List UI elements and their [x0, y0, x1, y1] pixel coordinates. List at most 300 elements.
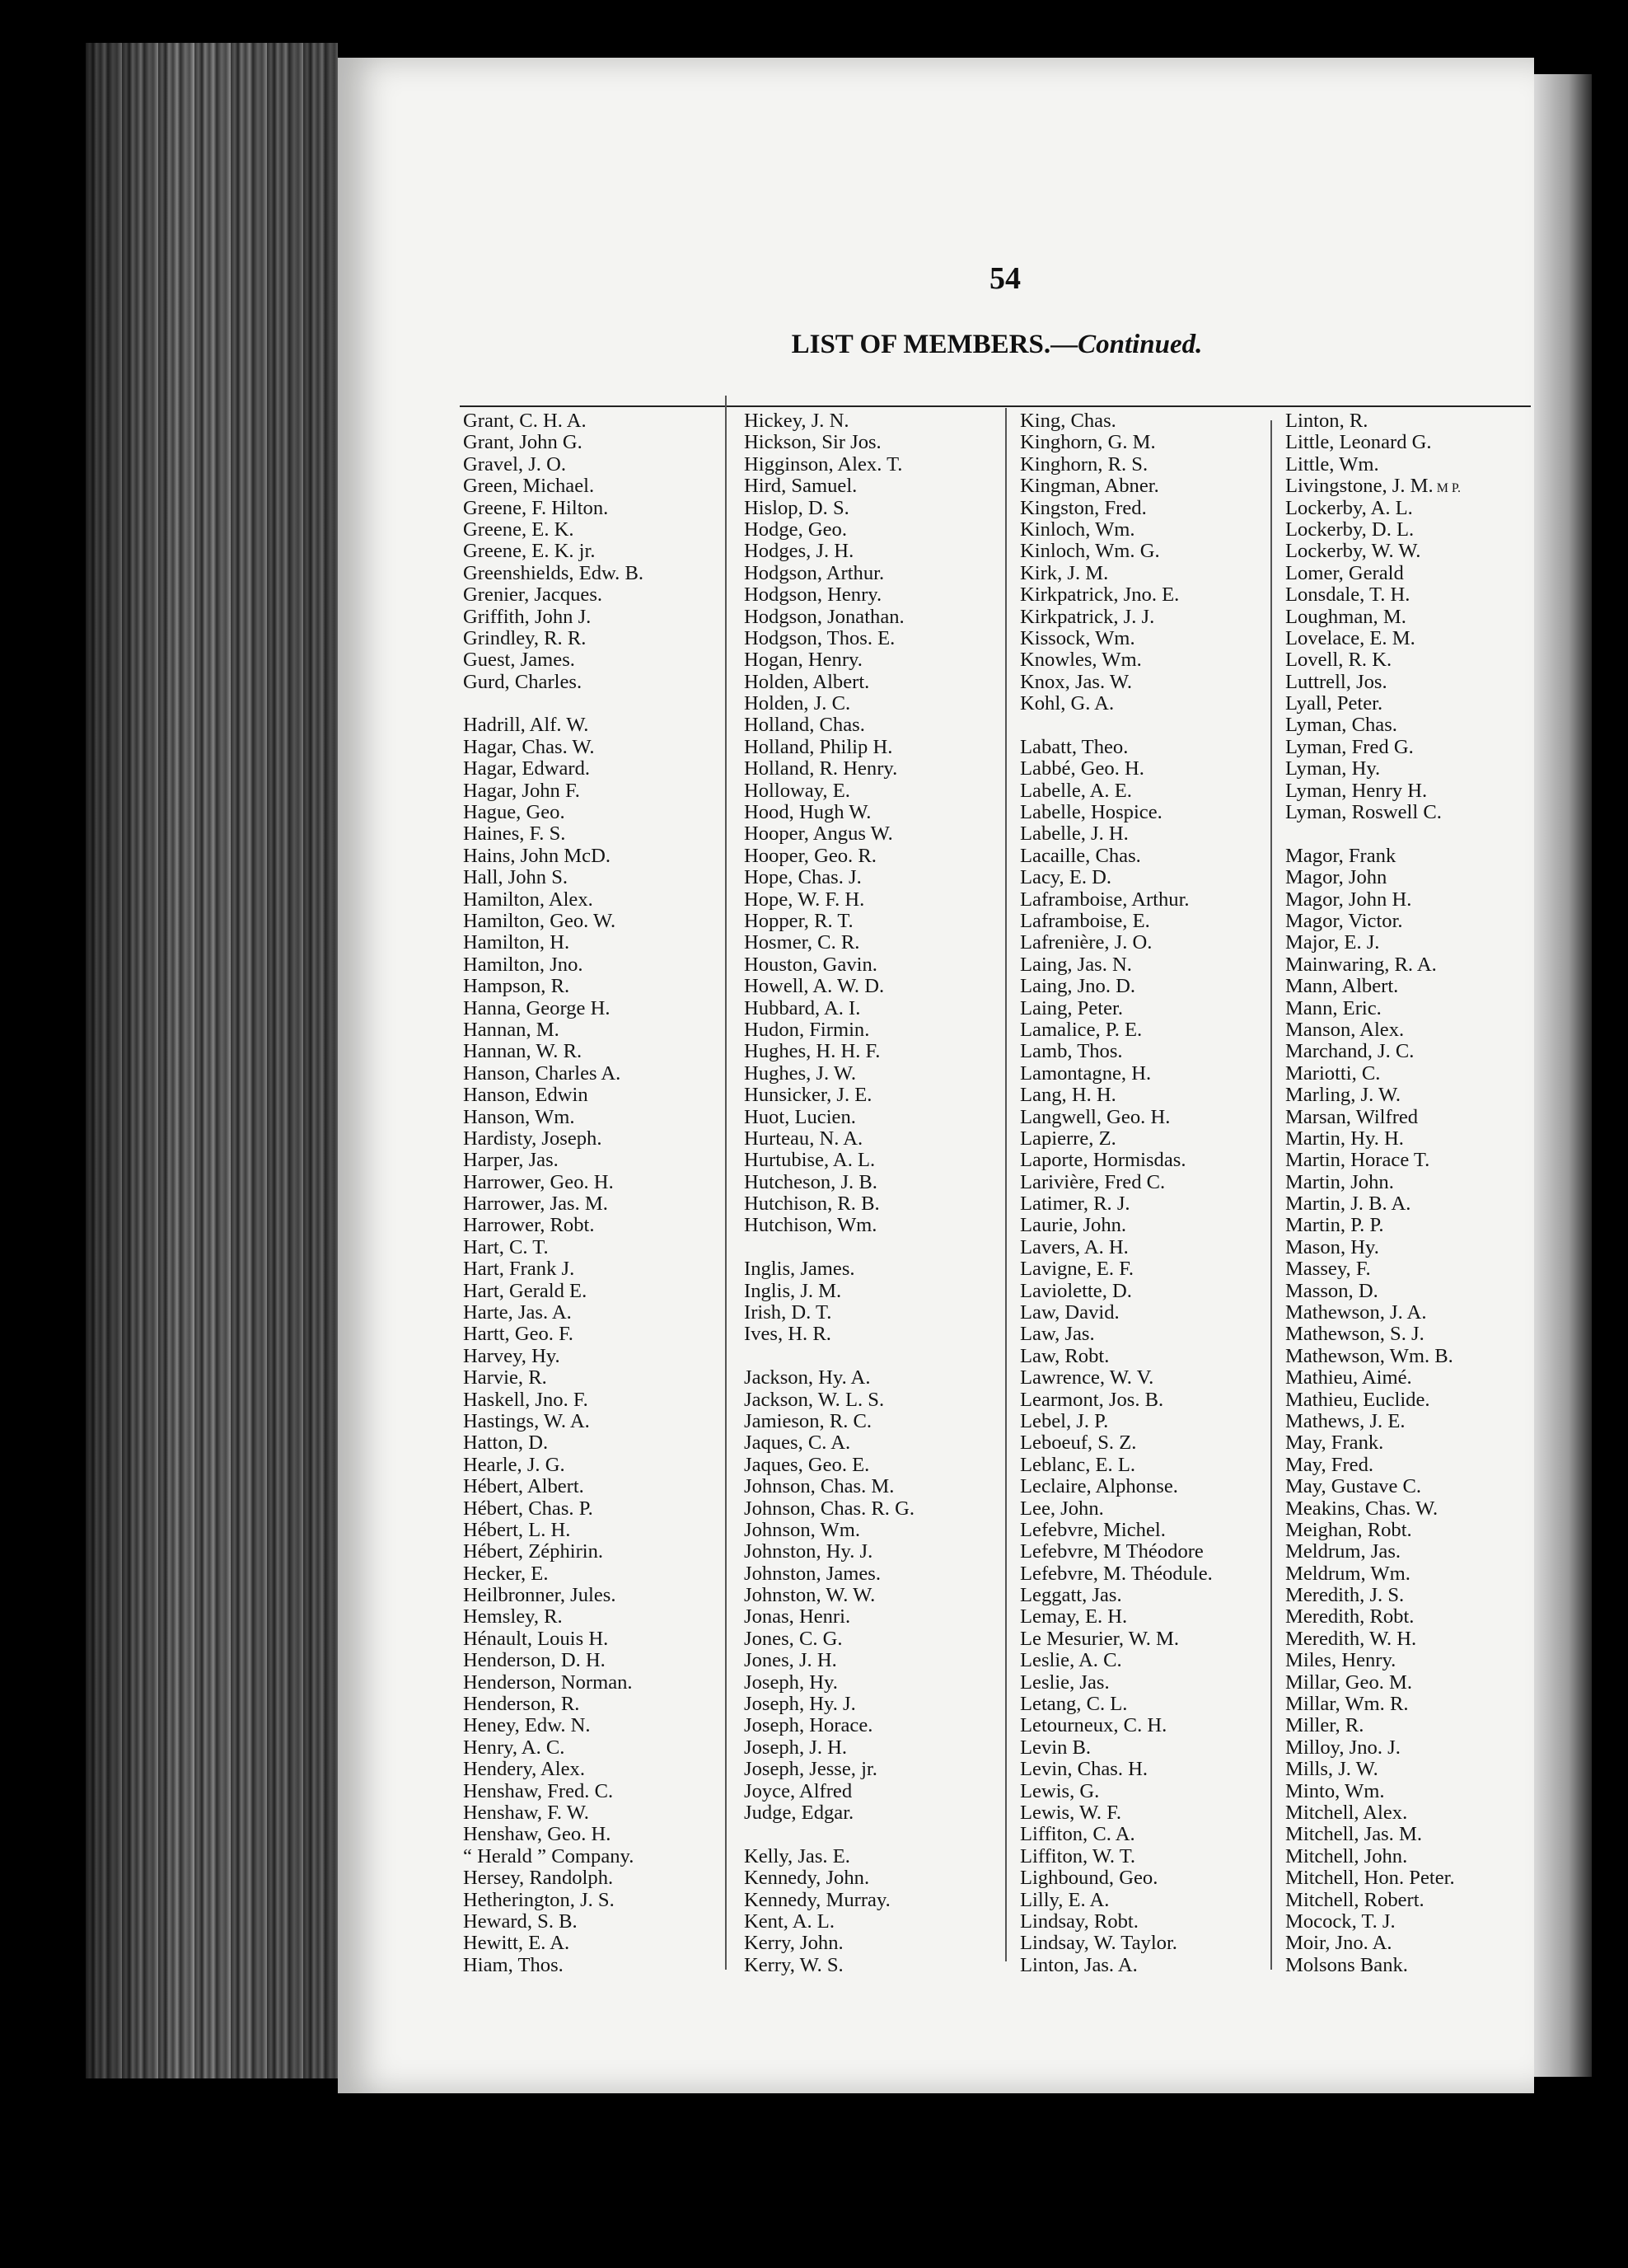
member-name: Jaques, Geo. E.: [744, 1453, 870, 1476]
member-entry: [1285, 584, 1461, 606]
member-entry: [463, 1606, 643, 1628]
member-entry: [744, 410, 915, 432]
member-name: Lang, H. H.: [1020, 1084, 1116, 1107]
member-name: Mocock, T. J.: [1285, 1910, 1396, 1933]
member-entry: [463, 780, 643, 802]
member-name: Henshaw, Fred. C.: [463, 1779, 614, 1802]
member-entry: [1285, 1672, 1461, 1694]
member-entry: [744, 1781, 915, 1802]
member-name: Hersey, Randolph.: [463, 1867, 614, 1890]
member-name: Joseph, Hy. J.: [744, 1693, 856, 1716]
member-name: Meldrum, Wm.: [1285, 1562, 1410, 1585]
member-name: Johnson, Wm.: [744, 1518, 860, 1541]
member-name: Magor, Victor.: [1285, 909, 1403, 932]
member-entry: [744, 1150, 915, 1171]
member-name: Hanson, Wm.: [463, 1105, 575, 1128]
member-entry: [1020, 1933, 1213, 1954]
member-name: Kissock, Wm.: [1020, 626, 1135, 649]
member-name: Mitchell, John.: [1285, 1844, 1408, 1867]
member-name: Joyce, Alfred: [744, 1779, 853, 1802]
member-name: Mathewson, Wm. B.: [1285, 1344, 1453, 1367]
member-name: Lapierre, Z.: [1020, 1127, 1116, 1150]
member-name: Liffiton, C. A.: [1020, 1823, 1135, 1846]
member-name: Kinghorn, G. M.: [1020, 431, 1156, 454]
member-entry: [463, 1911, 643, 1933]
member-entry: [1020, 1389, 1213, 1411]
member-name: Joseph, Horace.: [744, 1714, 873, 1737]
member-entry: [1020, 1650, 1213, 1671]
member-entry: [463, 1498, 643, 1520]
member-name: Lefebvre, Michel.: [1020, 1518, 1166, 1541]
member-entry: [1020, 1715, 1213, 1736]
member-name: Mann, Albert.: [1285, 975, 1399, 998]
member-name: Kinloch, Wm. G.: [1020, 540, 1160, 563]
member-entry: [1285, 1520, 1461, 1541]
member-entry: [1020, 1867, 1213, 1889]
member-name: Lovell, R. K.: [1285, 649, 1392, 672]
member-entry: [463, 1324, 643, 1345]
member-name: Mitchell, Jas. M.: [1285, 1823, 1422, 1846]
mp-annotation: M P.: [1433, 481, 1462, 496]
member-name: Grant, C. H. A.: [463, 410, 587, 432]
heading-rule: [460, 405, 1531, 407]
member-entry: [1285, 1215, 1461, 1236]
member-name: Hooper, Angus W.: [744, 822, 893, 846]
member-entry: [1285, 867, 1461, 888]
member-entry: [1285, 1193, 1461, 1215]
member-entry: [463, 476, 643, 497]
member-name: Hardisty, Joseph.: [463, 1127, 602, 1150]
member-name: Law, Robt.: [1020, 1344, 1110, 1367]
member-entry: [744, 1563, 915, 1585]
member-name: Inglis, James.: [744, 1258, 855, 1281]
member-entry: [1285, 541, 1461, 562]
member-entry: [1285, 911, 1461, 932]
member-entry: [744, 737, 915, 758]
member-name: Hudon, Firmin.: [744, 1018, 870, 1041]
member-name: Hewitt, E. A.: [463, 1932, 570, 1955]
member-name: Laframboise, E.: [1020, 909, 1150, 932]
member-entry: [1285, 1172, 1461, 1193]
member-name: Labelle, J. H.: [1020, 822, 1129, 846]
member-entry: [1285, 1628, 1461, 1650]
member-entry: [463, 1107, 643, 1128]
member-entry: [463, 1455, 643, 1476]
member-name: Lavers, A. H.: [1020, 1235, 1129, 1258]
member-name: Hislop, D. S.: [744, 496, 849, 519]
member-entry: [463, 823, 643, 845]
member-name: Harvie, R.: [463, 1366, 547, 1389]
member-name: Harrower, Jas. M.: [463, 1193, 608, 1216]
member-entry: [463, 1063, 643, 1085]
member-entry: [744, 1281, 915, 1302]
member-entry: [1020, 1455, 1213, 1476]
member-name: Leslie, A. C.: [1020, 1649, 1122, 1672]
member-entry: [1285, 1781, 1461, 1802]
member-entry: [1020, 802, 1213, 823]
member-name: Greene, F. Hilton.: [463, 496, 609, 519]
member-entry: [1285, 1563, 1461, 1585]
member-name: Hains, John McD.: [463, 844, 610, 867]
member-entry: [463, 1476, 643, 1497]
member-entry: [463, 1411, 643, 1432]
member-name: Meakins, Chas. W.: [1285, 1497, 1439, 1520]
member-entry: [744, 1324, 915, 1345]
member-entry: [744, 1128, 915, 1150]
member-name: Knox, Jas. W.: [1020, 670, 1132, 693]
member-name: Kerry, W. S.: [744, 1953, 844, 1976]
member-entry: [1285, 693, 1461, 715]
member-entry: [1285, 1867, 1461, 1889]
member-name: Magor, Frank: [1285, 844, 1396, 867]
member-entry: [1020, 1193, 1213, 1215]
member-name: Lighbound, Geo.: [1020, 1867, 1158, 1890]
member-name: Hetherington, J. S.: [463, 1888, 615, 1911]
member-entry: [744, 715, 915, 736]
member-name: Larivière, Fred C.: [1020, 1170, 1166, 1193]
member-name: Hodgson, Jonathan.: [744, 605, 905, 628]
member-name: May, Gustave C.: [1285, 1475, 1422, 1498]
member-name: Hanna, George H.: [463, 996, 610, 1019]
member-name: Hébert, Zéphirin.: [463, 1540, 604, 1563]
member-name: Gravel, J. O.: [463, 452, 566, 476]
member-name: Kinloch, Wm.: [1020, 518, 1135, 541]
member-entry: [463, 1302, 643, 1324]
member-entry: [1020, 1520, 1213, 1541]
member-entry: [1020, 1781, 1213, 1802]
member-entry: [744, 1193, 915, 1215]
member-name: Miles, Henry.: [1285, 1649, 1396, 1672]
member-entry: [744, 1019, 915, 1041]
member-entry: [744, 998, 915, 1019]
member-entry: [1020, 1737, 1213, 1759]
members-column-4: [1285, 410, 1461, 1976]
member-entry: [1285, 1802, 1461, 1824]
member-entry: [744, 846, 915, 867]
member-name: Lomer, Gerald: [1285, 561, 1404, 584]
member-name: Linton, R.: [1285, 410, 1368, 432]
member-entry: [1285, 607, 1461, 628]
member-entry: [463, 1890, 643, 1911]
member-entry: [1285, 454, 1461, 476]
member-entry: [463, 1193, 643, 1215]
member-name: Hubbard, A. I.: [744, 996, 861, 1019]
member-name: Hickson, Sir Jos.: [744, 431, 882, 454]
member-name: Hannan, W. R.: [463, 1040, 582, 1063]
member-entry: [1020, 1432, 1213, 1454]
member-name: Hiam, Thos.: [463, 1953, 564, 1976]
member-name: Hart, Gerald E.: [463, 1279, 587, 1302]
member-entry: [1285, 1150, 1461, 1171]
member-name: Marsan, Wilfred: [1285, 1105, 1419, 1128]
member-name: Hagar, Edward.: [463, 757, 591, 780]
member-entry: [744, 1650, 915, 1671]
member-name: Hendery, Alex.: [463, 1758, 585, 1781]
member-name: Hodgson, Arthur.: [744, 561, 885, 584]
member-name: Law, David.: [1020, 1301, 1120, 1324]
member-entry: [1285, 758, 1461, 780]
member-name: Johnson, Chas. M.: [744, 1475, 895, 1498]
members-column-1: [463, 410, 643, 1976]
member-name: Magor, John H.: [1285, 888, 1412, 911]
member-entry: [1020, 1890, 1213, 1911]
member-entry: [744, 1846, 915, 1867]
member-entry: [463, 1628, 643, 1650]
member-entry: [744, 1606, 915, 1628]
member-entry: [1285, 802, 1461, 823]
member-name: Hamilton, Alex.: [463, 888, 593, 911]
member-name: Mathewson, S. J.: [1285, 1323, 1424, 1346]
member-entry: [463, 911, 643, 932]
member-name: Henshaw, Geo. H.: [463, 1823, 611, 1846]
member-entry: [463, 976, 643, 997]
member-name: Lyman, Fred G.: [1285, 735, 1414, 758]
member-entry: [744, 911, 915, 932]
member-name: Mathieu, Aimé.: [1285, 1366, 1412, 1389]
member-entry: [1020, 519, 1213, 541]
member-name: Lindsay, W. Taylor.: [1020, 1932, 1177, 1955]
member-name: Massey, F.: [1285, 1258, 1371, 1281]
member-name: Learmont, Jos. B.: [1020, 1388, 1164, 1411]
member-name: Greenshields, Edw. B.: [463, 561, 644, 584]
member-name: “ Herald ” Company.: [463, 1844, 634, 1867]
member-name: Kohl, G. A.: [1020, 692, 1115, 715]
member-entry: [1020, 432, 1213, 453]
member-entry: [1285, 649, 1461, 671]
heading-title: LIST OF MEMBERS.—: [791, 330, 1078, 359]
member-name: Mitchell, Hon. Peter.: [1285, 1867, 1455, 1890]
member-entry: [1285, 1324, 1461, 1345]
member-name: Molsons Bank.: [1285, 1953, 1408, 1976]
member-name: Johnston, W. W.: [744, 1584, 876, 1607]
member-name: Higginson, Alex. T.: [744, 452, 903, 476]
member-name: Millar, Wm. R.: [1285, 1693, 1409, 1716]
member-entry: [1020, 1824, 1213, 1845]
member-entry: [1285, 1606, 1461, 1628]
member-entry: [463, 541, 643, 562]
member-entry: [463, 889, 643, 911]
member-name: Joseph, Jesse, jr.: [744, 1758, 877, 1781]
member-name: Holden, J. C.: [744, 692, 851, 715]
member-name: Harte, Jas. A.: [463, 1301, 572, 1324]
member-name: Leclaire, Alphonse.: [1020, 1475, 1178, 1498]
member-name: Moir, Jno. A.: [1285, 1932, 1392, 1955]
member-entry: [463, 607, 643, 628]
member-entry: [1285, 889, 1461, 911]
member-name: Leblanc, E. L.: [1020, 1453, 1135, 1476]
member-name: Hurteau, N. A.: [744, 1127, 863, 1150]
member-entry: [1285, 998, 1461, 1019]
member-entry: [1020, 498, 1213, 519]
member-entry: [1285, 1281, 1461, 1302]
member-name: Houston, Gavin.: [744, 953, 877, 976]
member-name: Langwell, Geo. H.: [1020, 1105, 1171, 1128]
member-name: Laing, Jas. N.: [1020, 953, 1132, 976]
member-name: Laurie, John.: [1020, 1214, 1127, 1237]
member-name: Hope, Chas. J.: [744, 866, 862, 889]
member-entry: [463, 802, 643, 823]
member-entry: [463, 1172, 643, 1193]
member-entry: [744, 432, 915, 453]
member-name: Haskell, Jno. F.: [463, 1388, 588, 1411]
member-entry: [1020, 1628, 1213, 1650]
member-name: Little, Leonard G.: [1285, 431, 1432, 454]
member-name: Kent, A. L.: [744, 1910, 835, 1933]
member-entry: [1285, 1389, 1461, 1411]
member-entry: [744, 976, 915, 997]
member-entry: [1285, 1411, 1461, 1432]
member-name: Minto, Wm.: [1285, 1779, 1385, 1802]
member-name: Holden, Albert.: [744, 670, 870, 693]
member-entry: [1285, 1759, 1461, 1780]
member-name: Hanson, Charles A.: [463, 1061, 621, 1085]
member-name: Meighan, Robt.: [1285, 1518, 1412, 1541]
member-name: Jones, J. H.: [744, 1649, 837, 1672]
member-entry: [463, 715, 643, 736]
members-column-2: [744, 410, 915, 1976]
member-name: Hamilton, Geo. W.: [463, 909, 616, 932]
member-name: Lamb, Thos.: [1020, 1040, 1123, 1063]
member-entry: [744, 454, 915, 476]
member-entry: [744, 1085, 915, 1106]
member-entry: [463, 1737, 643, 1759]
member-name: Lefebvre, M Théodore: [1020, 1540, 1204, 1563]
member-entry: [1285, 1367, 1461, 1389]
member-entry: [463, 846, 643, 867]
member-entry: [744, 1455, 915, 1476]
member-entry: [744, 1802, 915, 1824]
member-entry: [1020, 737, 1213, 758]
member-entry: [1020, 1107, 1213, 1128]
member-name: Lyall, Peter.: [1285, 692, 1383, 715]
letter-group-gap: [744, 1346, 915, 1367]
member-name: King, Chas.: [1020, 410, 1116, 432]
member-entry: [1285, 672, 1461, 693]
member-name: Loughman, M.: [1285, 605, 1406, 628]
member-entry: [1285, 932, 1461, 954]
member-entry: [463, 1846, 643, 1867]
member-name: Masson, D.: [1285, 1279, 1378, 1302]
member-entry: [1285, 1019, 1461, 1041]
member-entry: [744, 563, 915, 584]
member-name: Lafrenière, J. O.: [1020, 931, 1153, 954]
member-name: Joseph, Hy.: [744, 1671, 838, 1694]
member-entry: [1285, 1694, 1461, 1715]
member-entry: [463, 1520, 643, 1541]
member-entry: [1020, 1150, 1213, 1171]
letter-group-gap: [1020, 715, 1213, 736]
member-entry: [463, 1781, 643, 1802]
member-name: Joseph, J. H.: [744, 1736, 848, 1759]
member-entry: [1285, 1107, 1461, 1128]
member-name: Lawrence, W. V.: [1020, 1366, 1154, 1389]
member-entry: [1020, 1585, 1213, 1606]
member-name: Jones, C. G.: [744, 1627, 843, 1650]
member-name: Miller, R.: [1285, 1714, 1364, 1737]
member-name: Lyman, Hy.: [1285, 757, 1381, 780]
member-name: Hamilton, H.: [463, 931, 570, 954]
member-name: Harrower, Geo. H.: [463, 1170, 614, 1193]
member-entry: [1020, 1541, 1213, 1563]
member-name: Hastings, W. A.: [463, 1409, 590, 1432]
member-entry: [1020, 1802, 1213, 1824]
member-entry: [1285, 1041, 1461, 1062]
member-name: Mills, J. W.: [1285, 1758, 1378, 1781]
spine-shadow: [86, 43, 338, 2078]
member-name: Hearle, J. G.: [463, 1453, 565, 1476]
member-entry: [744, 1411, 915, 1432]
member-entry: [744, 1432, 915, 1454]
member-entry: [1285, 1650, 1461, 1671]
member-entry: [1285, 715, 1461, 736]
member-entry: [744, 1476, 915, 1497]
member-entry: [463, 1085, 643, 1106]
member-name: Mainwaring, R. A.: [1285, 953, 1437, 976]
member-name: Grindley, R. R.: [463, 626, 587, 649]
member-name: Hosmer, C. R.: [744, 931, 860, 954]
member-entry: [1285, 1911, 1461, 1933]
member-name: Mathieu, Euclide.: [1285, 1388, 1430, 1411]
member-entry: [744, 1672, 915, 1694]
member-entry: [1285, 846, 1461, 867]
member-name: Lamalice, P. E.: [1020, 1018, 1143, 1041]
member-entry: [1020, 1563, 1213, 1585]
member-entry: [463, 1759, 643, 1780]
member-entry: [463, 954, 643, 976]
member-name: Mason, Hy.: [1285, 1235, 1379, 1258]
member-entry: [463, 1019, 643, 1041]
member-name: Mitchell, Robert.: [1285, 1888, 1424, 1911]
member-entry: [1020, 476, 1213, 497]
member-name: Meredith, Robt.: [1285, 1605, 1415, 1628]
member-name: Mariotti, C.: [1285, 1061, 1381, 1085]
member-entry: [1285, 1455, 1461, 1476]
member-entry: [1020, 693, 1213, 715]
member-name: Howell, A. W. D.: [744, 975, 885, 998]
member-entry: [1020, 410, 1213, 432]
column-divider: [1005, 408, 1007, 1961]
member-entry: [463, 737, 643, 758]
member-entry: [1285, 1085, 1461, 1106]
member-name: Heilbronner, Jules.: [463, 1584, 616, 1607]
member-entry: [1020, 954, 1213, 976]
member-entry: [463, 649, 643, 671]
member-entry: [1285, 1258, 1461, 1280]
member-entry: [744, 780, 915, 802]
member-entry: [463, 498, 643, 519]
member-entry: [744, 932, 915, 954]
member-entry: [744, 802, 915, 823]
member-name: Martin, Horace T.: [1285, 1149, 1430, 1172]
member-name: Martin, J. B. A.: [1285, 1193, 1411, 1216]
member-name: Lonsdale, T. H.: [1285, 583, 1410, 607]
member-name: Labatt, Theo.: [1020, 735, 1129, 758]
member-name: Lyman, Roswell C.: [1285, 801, 1442, 824]
member-entry: [744, 1628, 915, 1650]
member-entry: [1020, 454, 1213, 476]
member-name: Hodgson, Thos. E.: [744, 626, 896, 649]
member-name: Lyman, Chas.: [1285, 714, 1397, 737]
member-entry: [744, 823, 915, 845]
member-entry: [1285, 780, 1461, 802]
member-entry: [1020, 1498, 1213, 1520]
member-name: Law, Jas.: [1020, 1323, 1095, 1346]
letter-group-gap: [744, 1824, 915, 1845]
member-entry: [1285, 563, 1461, 584]
column-divider: [725, 396, 727, 1970]
member-entry: [463, 758, 643, 780]
member-name: Haines, F. S.: [463, 822, 566, 846]
